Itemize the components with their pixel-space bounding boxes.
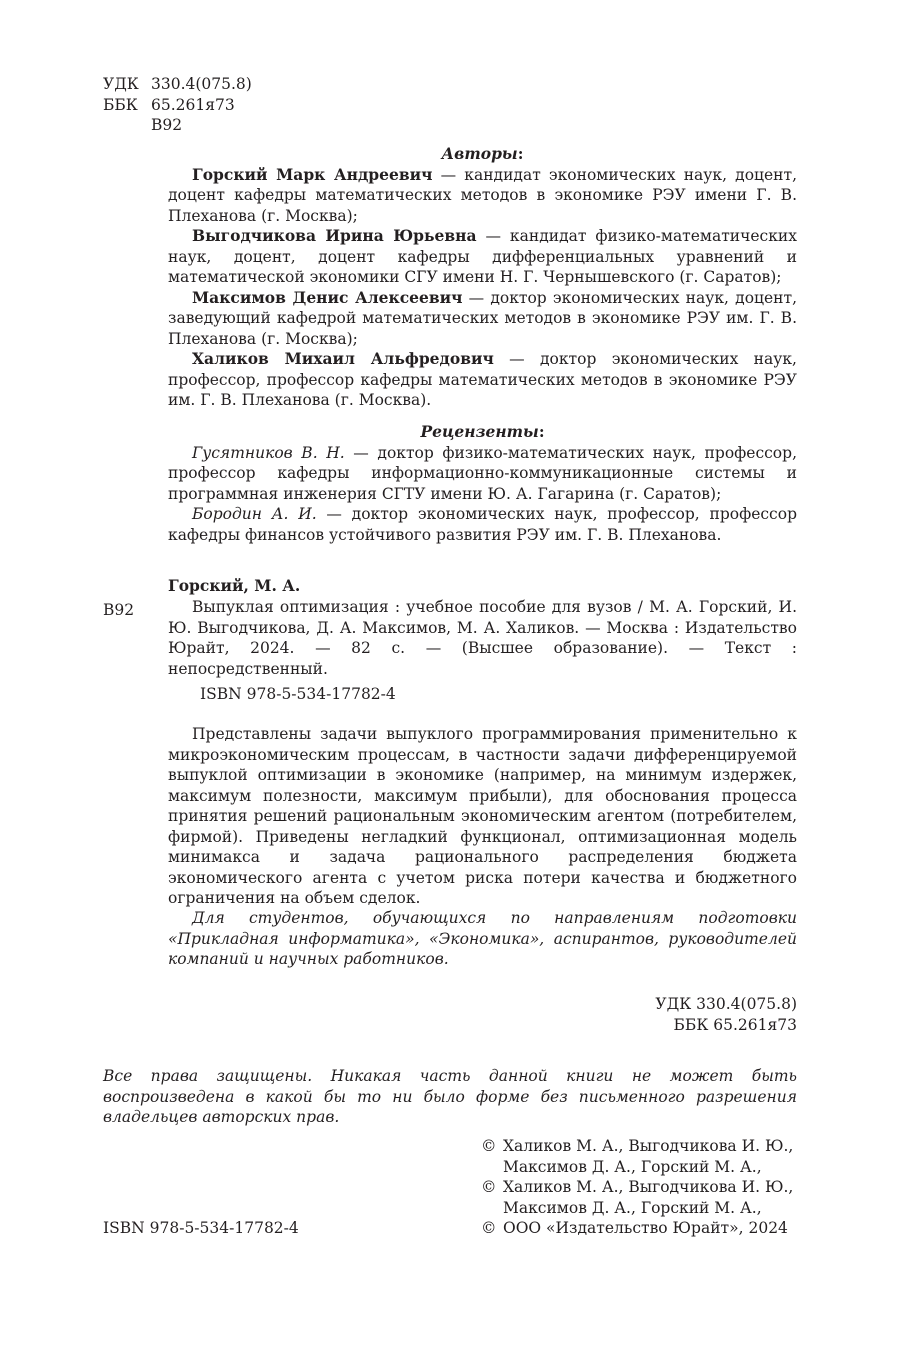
author-mark: В92 <box>151 116 183 134</box>
bbk-right: ББК 65.261я73 <box>673 1015 797 1034</box>
bbk-value: 65.261я73 <box>151 95 235 114</box>
reviewer-desc: — доктор экономических наук, профессор, профессор кафедры финансов устойчивого развития РЭУ им. Г. В. Плеханова. <box>168 505 797 544</box>
author-entry <box>168 226 797 288</box>
author-entry <box>168 349 797 411</box>
author-mark-row <box>103 115 252 136</box>
reviewers-heading: Рецензенты: <box>420 422 545 441</box>
copyright-symbol: © <box>481 1178 497 1196</box>
author-desc: — кандидат физико-математических наук, доцент, доцент кафедры дифференциальных уравнений и математической экономики СГУ имени Н. Г. Чернышевского (г. Саратов); <box>168 227 797 286</box>
copyright-text: Халиков М. А., Выгодчикова И. Ю., Максимов Д. А., Горский М. А., <box>503 1178 794 1217</box>
author-entry <box>168 288 797 350</box>
reviewer-entry <box>168 443 797 505</box>
card-isbn: ISBN 978-5-534-17782-4 <box>200 685 396 703</box>
copyright-symbol: © <box>481 1219 497 1237</box>
bbk-label: ББК <box>103 95 138 114</box>
author-desc: — кандидат экономических наук, доцент, доцент кафедры математических методов в экономике РЭУ имени Г. В. Плеханова (г. Москва); <box>168 165 798 225</box>
isbn-bottom: ISBN 978-5-534-17782-4 <box>103 1219 299 1237</box>
udk-value: 330.4(075.8) <box>151 75 252 93</box>
reviewer-name: Гусятников В. Н. <box>192 443 345 462</box>
copyright-symbol: © <box>481 1137 497 1155</box>
reviewer-entry <box>168 504 797 545</box>
author-entry <box>168 165 797 227</box>
udk-right: УДК 330.4(075.8) <box>655 995 797 1013</box>
author-name: Максимов Денис Алексеевич <box>192 287 463 307</box>
udk-row <box>103 74 252 95</box>
copyright-line <box>481 1136 811 1177</box>
card-code: В92 <box>103 601 135 619</box>
udk-label: УДК <box>103 75 139 93</box>
copyright-line <box>481 1177 811 1218</box>
author-name: Горский Марк Андреевич <box>192 164 433 184</box>
copyright-block <box>481 1136 811 1239</box>
codes-right <box>655 994 797 1035</box>
author-name: Выгодчикова Ирина Юрьевна <box>192 226 477 245</box>
authors-heading: Авторы: <box>441 144 524 163</box>
reviewers-section <box>168 422 797 545</box>
audience: Для студентов, обучающихся по направлениям подготовки «Прикладная информатика», «Экономика», аспирантов, руководителей компаний и научных работников. <box>168 909 797 968</box>
card-author: Горский, М. А. <box>168 576 301 595</box>
authors-section <box>168 144 797 411</box>
rights-notice: Все права защищены. Никакая часть данной книги не может быть воспроизведена в какой бы то ни было форме без письменного разрешения владельцев авторских прав. <box>103 1067 797 1126</box>
reviewer-desc: — доктор физико-математических наук, профессор, профессор кафедры информационно-коммуникационные системы и программная инженерия СГТУ имени Ю. А. Гагарина (г. Саратов); <box>168 443 797 503</box>
author-desc: — доктор экономических наук, профессор, профессор кафедры математических методов в экономике РЭУ им. Г. В. Плеханова (г. Москва). <box>168 350 797 409</box>
reviewer-name: Бородин А. И. <box>192 505 317 523</box>
bbk-row <box>103 95 252 116</box>
copyright-line <box>481 1218 811 1239</box>
author-name: Халиков Михаил Альфредович <box>192 349 494 368</box>
author-desc: — доктор экономических наук, доцент, заведующий кафедрой математических методов в экономике РЭУ им. Г. В. Плеханова (г. Москва); <box>168 288 797 348</box>
annotation: Представлены задачи выпуклого программирования применительно к микроэкономическим процессам, в частности задачи дифференцируемой выпуклой оптимизации в экономике (например, на минимум издержек, максимум полезности, максимум прибыли), для обоснования процесса принятия решений рациональным экономическим агентом (потребителем, фирмой). Приведены негладкий функционал, оптимизационная модель минимакса и задача рационального распределения бюджета экономического агента с учетом риска потери качества и бюджетного ограничения на объем сделок. <box>168 725 797 907</box>
classification-codes <box>103 74 252 136</box>
copyright-text: Халиков М. А., Выгодчикова И. Ю., Максимов Д. А., Горский М. А., <box>503 1137 794 1176</box>
copyright-text: ООО «Издательство Юрайт», 2024 <box>503 1219 788 1237</box>
card-description: Выпуклая оптимизация : учебное пособие для вузов / М. А. Горский, И. Ю. Выгодчикова, Д. А. Максимов, М. А. Халиков. — Москва : Издательство Юрайт, 2024. — 82 с. — (Высшее образование). — Текст : непосредственный. <box>168 598 797 678</box>
